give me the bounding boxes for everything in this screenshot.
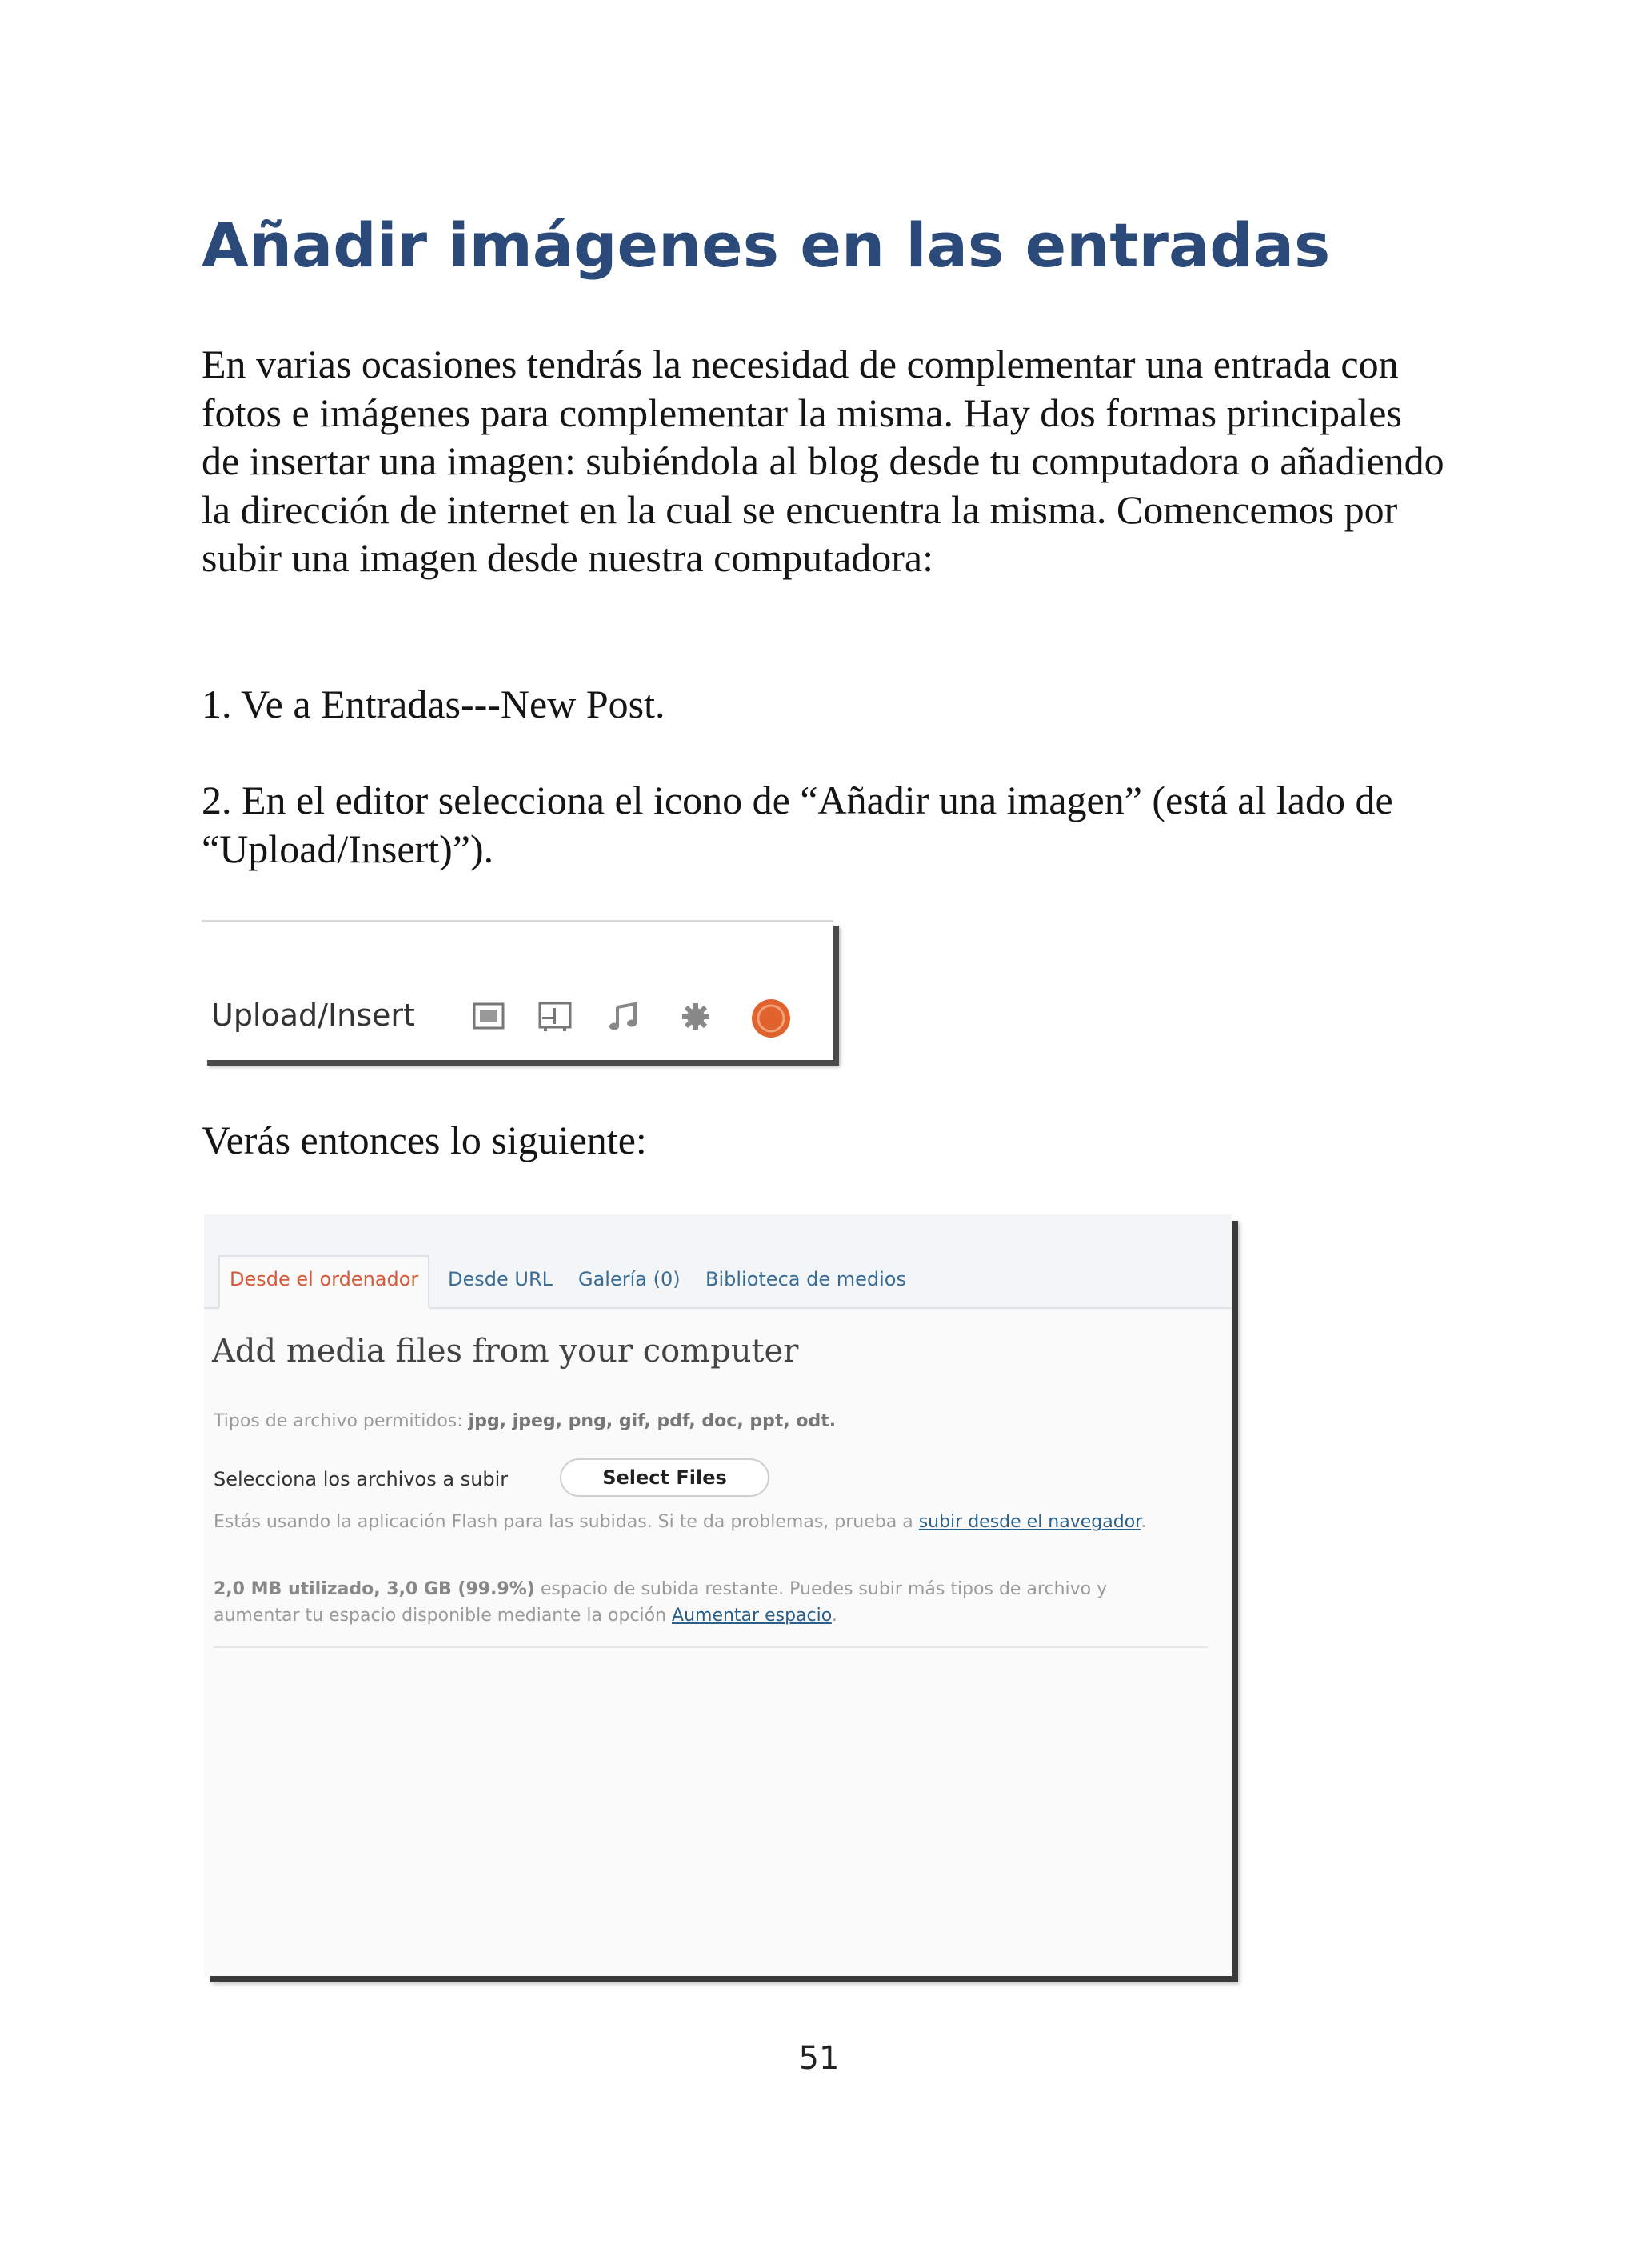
audio-icon[interactable] — [608, 1001, 640, 1033]
upload-space-note: 2,0 MB utilizado, 3,0 GB (99.9%) espacio de subida restante. Puedes subir más tipos de archivo y aumentar tu espacio disponible mediante la opción Aumentar espacio. — [214, 1579, 1108, 1626]
select-files-button[interactable]: Select Files — [560, 1458, 769, 1497]
tab-desde-el-ordenador[interactable]: Desde el ordenador — [218, 1255, 429, 1309]
gallery-icon[interactable] — [537, 1001, 573, 1033]
allowed-file-types — [214, 1411, 836, 1431]
upload-insert-label: Upload/Insert — [211, 998, 415, 1033]
allowed-types-label: Tipos de archivo permitidos: — [214, 1411, 463, 1431]
flash-uploader-note: Estás usando la aplicación Flash para las subidas. Si te da problemas, prueba a subir desde el navegador. — [214, 1512, 1147, 1532]
step-1-text: 1. Ve a Entradas---New Post. — [202, 682, 665, 726]
media-tabs-bar — [204, 1214, 1232, 1309]
tab-desde-url[interactable]: Desde URL — [448, 1268, 553, 1290]
circle-icon[interactable] — [750, 998, 792, 1039]
space-note-text: espacio de subida restante. Puedes subir más tipos de archivo y aumentar tu espacio disponible mediante la opción — [214, 1579, 1108, 1626]
upload-insert-toolbar-screenshot — [202, 920, 833, 1060]
space-used-value: 2,0 MB utilizado, 3,0 GB (99.9%) — [214, 1579, 535, 1599]
flash-note-text: Estás usando la aplicación Flash para las subidas. Si te da problemas, prueba a — [214, 1512, 913, 1532]
image-icon[interactable] — [472, 1001, 505, 1031]
dialog-divider — [214, 1646, 1208, 1648]
page-number: 51 — [798, 2040, 840, 2077]
tab-galeria[interactable]: Galería (0) — [578, 1268, 681, 1290]
increase-space-link[interactable]: Aumentar espacio — [672, 1606, 832, 1626]
page-title: Añadir imágenes en las entradas — [202, 210, 1331, 281]
tab-biblioteca-de-medios[interactable]: Biblioteca de medios — [705, 1268, 906, 1290]
result-text: Verás entonces lo siguiente: — [202, 1118, 647, 1162]
browser-upload-link[interactable]: subir desde el navegador — [918, 1512, 1141, 1532]
allowed-types-value: jpg, jpeg, png, gif, pdf, doc, ppt, odt. — [468, 1411, 837, 1431]
media-upload-dialog-screenshot — [204, 1214, 1232, 1976]
intro-paragraph: En varias ocasiones tendrás la necesidad de complementar una entrada con fotos e imágenes para complementar la misma. Hay dos formas principales de insertar una imagen: subiéndola al blog desde tu computadora o añadiendo la dirección de internet en la cual se encuentra la misma. Comencemos por subir una imagen desde nuestra computadora: — [202, 342, 1444, 580]
dialog-heading: Add media files from your computer — [212, 1333, 799, 1370]
gear-icon[interactable] — [680, 1001, 712, 1033]
step-2-text: 2. En el editor selecciona el icono de “Añadir una imagen” (está al lado de “Upload/Insert)”). — [202, 778, 1393, 871]
select-files-label: Selecciona los archivos a subir — [214, 1468, 509, 1490]
